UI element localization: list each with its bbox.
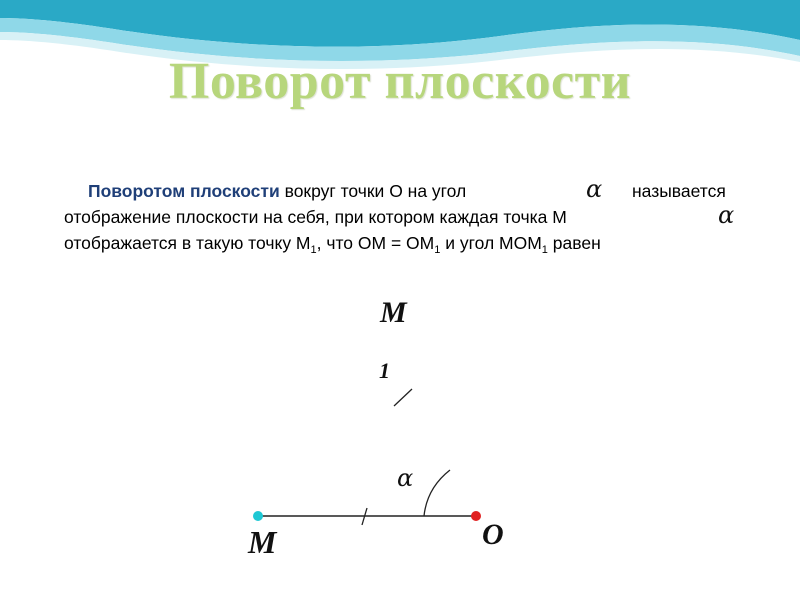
subscript-1: 1 xyxy=(310,244,317,256)
label-o: О xyxy=(482,518,504,551)
definition-line-3-part-c: и угол МОМ xyxy=(440,233,542,253)
label-m1-letter: М xyxy=(380,296,407,329)
definition-line-3 xyxy=(64,230,764,256)
definition-line-2-text: отображение плоскости на себя, при котором каждая точка М xyxy=(64,207,567,227)
slide-title: Поворот плоскости xyxy=(168,53,632,110)
segment-om1-fragment xyxy=(394,389,412,406)
alpha-symbol-2: α xyxy=(718,201,735,229)
point-o xyxy=(471,511,481,521)
definition-term: Поворотом плоскости xyxy=(88,181,280,201)
subscript-3: 1 xyxy=(541,244,548,256)
definition-line-2 xyxy=(64,201,764,230)
alpha-symbol-1: α xyxy=(586,175,603,203)
angle-arc xyxy=(424,470,450,516)
definition-line-3-part-d: равен xyxy=(547,233,601,253)
definition-line-1-text: вокруг точки О на угол xyxy=(279,181,467,201)
label-alpha: α xyxy=(397,464,414,492)
label-m1-index: 1 xyxy=(379,358,390,383)
subscript-2: 1 xyxy=(434,244,441,256)
definition-line-1 xyxy=(64,175,764,204)
tick-mark-om xyxy=(362,508,367,525)
definition-line-3-part-b: , что ОМ = ОМ xyxy=(316,233,435,253)
definition-line-1-tail: называется xyxy=(632,181,726,201)
definition-text xyxy=(64,175,764,256)
definition-line-3-part-a: отображается в такую точку М xyxy=(64,233,311,253)
point-m xyxy=(253,511,263,521)
label-m: М xyxy=(248,524,277,560)
